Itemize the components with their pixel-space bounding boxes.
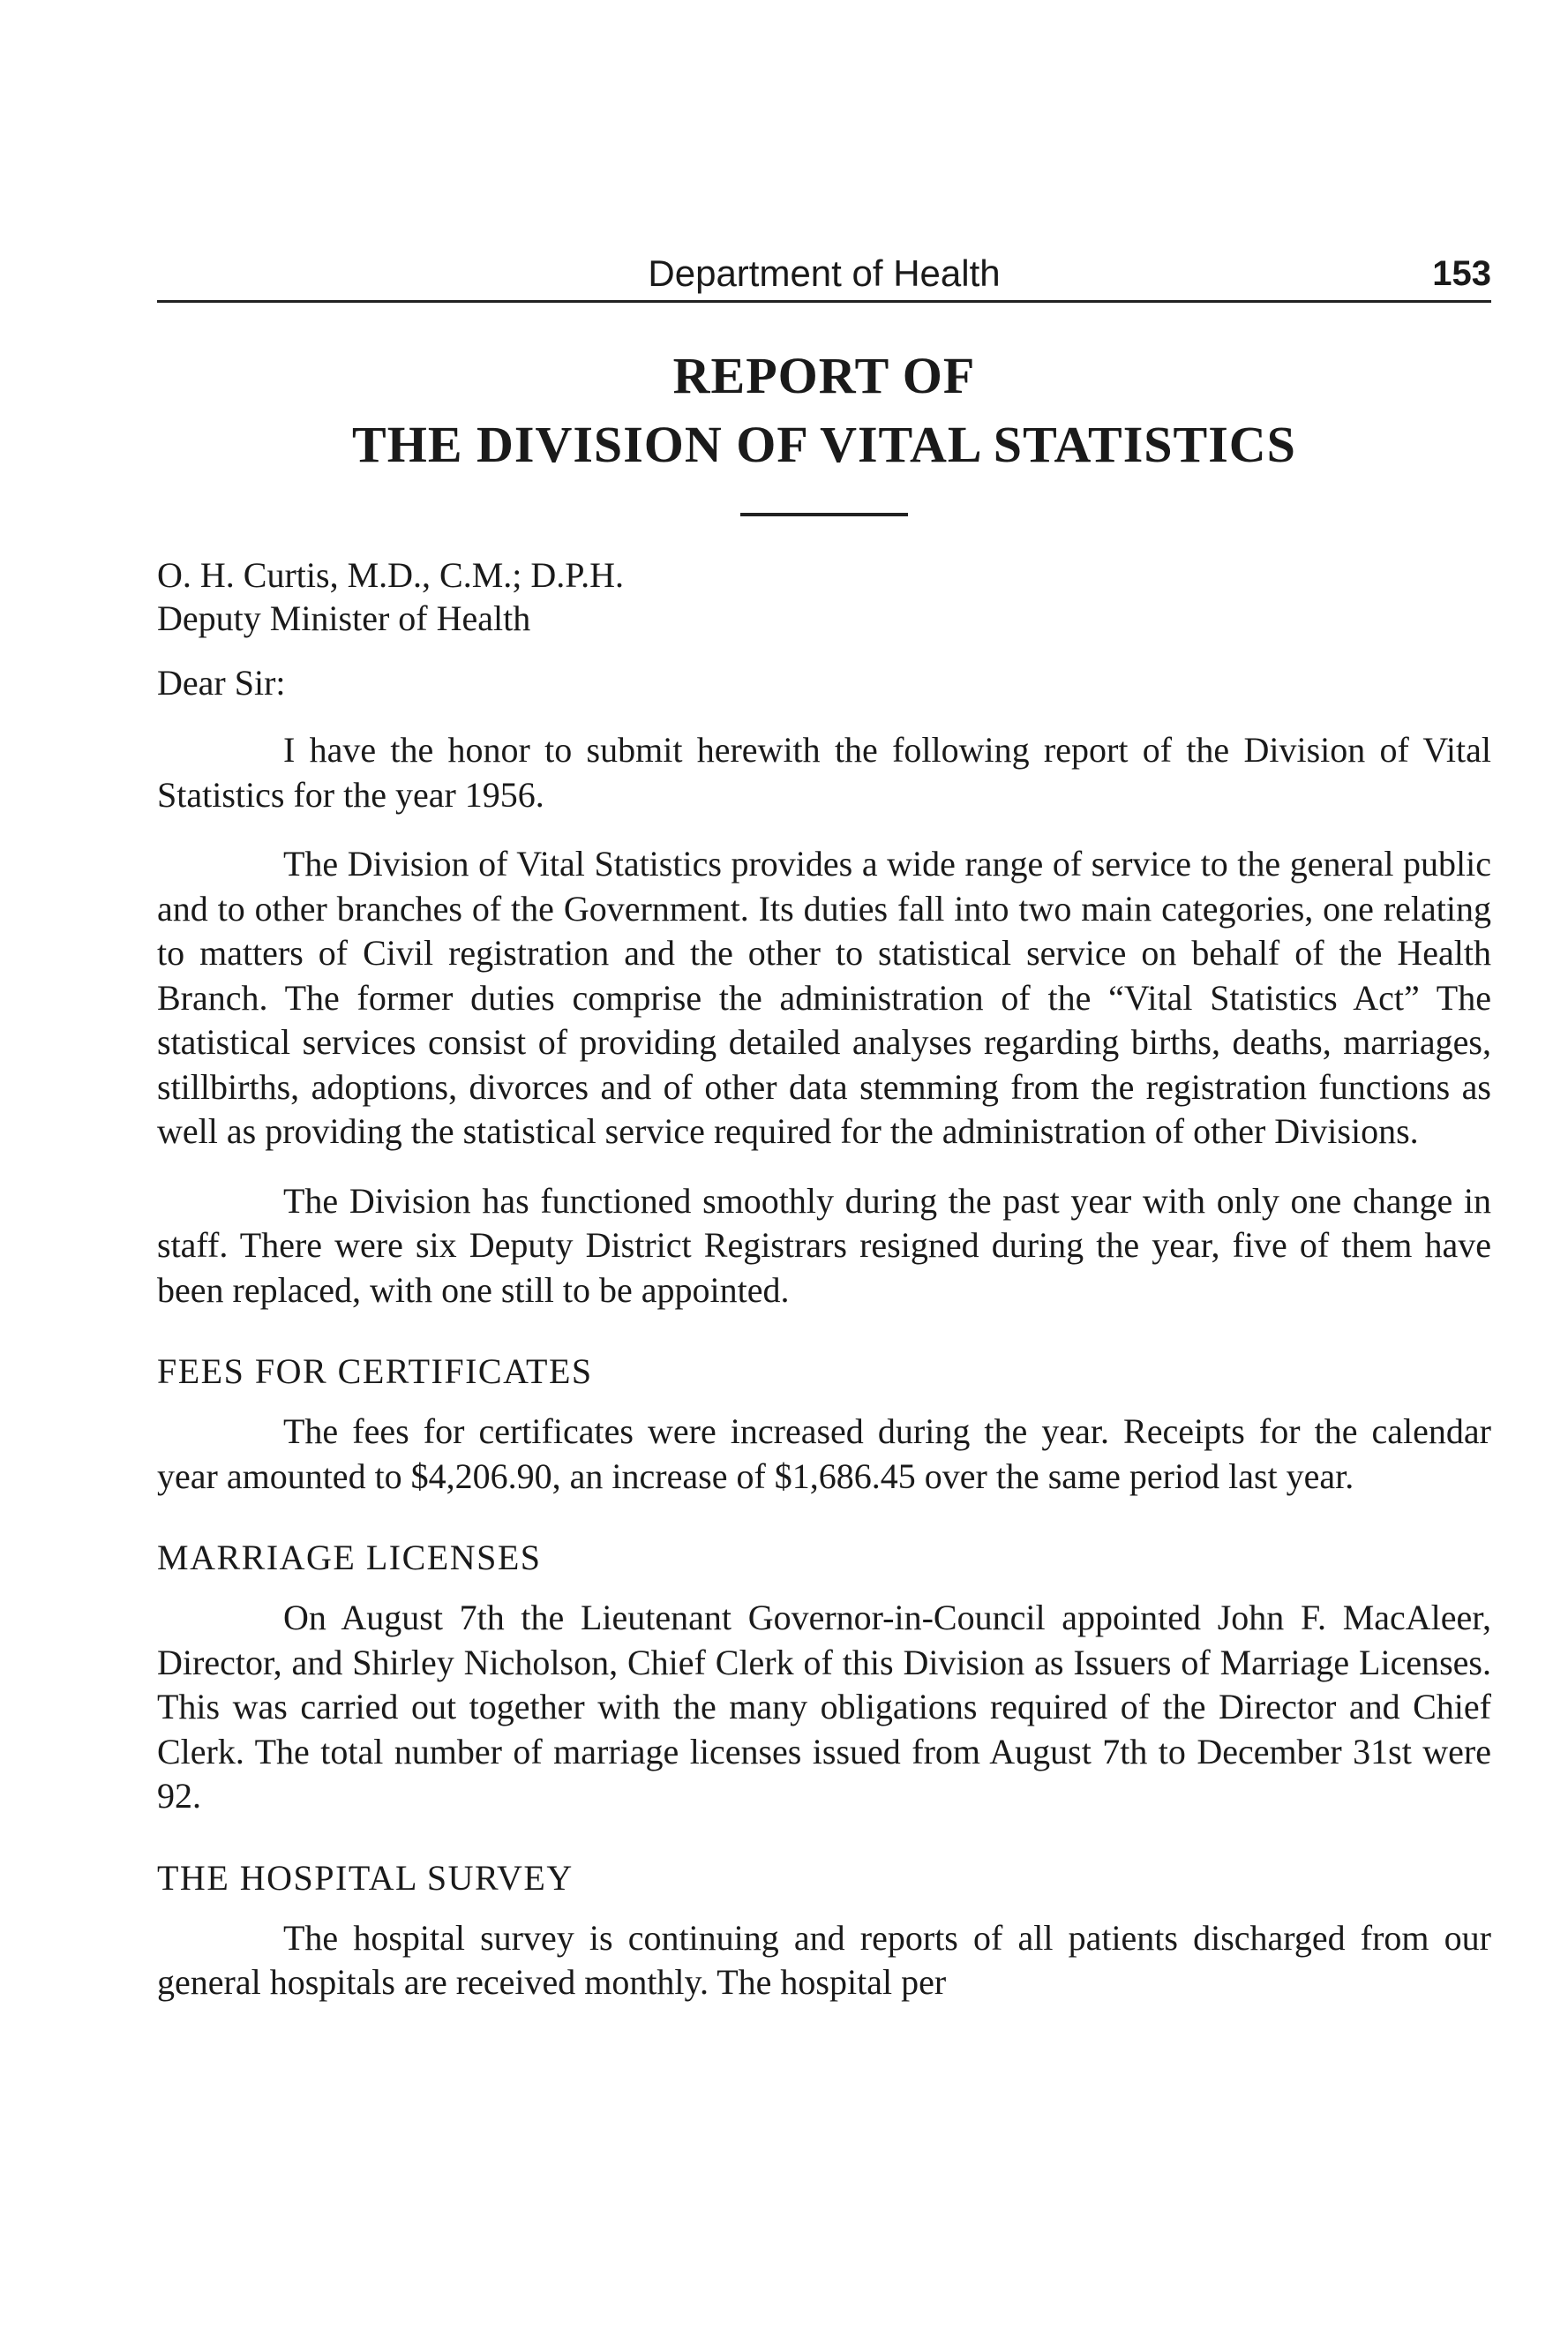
title-divider	[740, 513, 908, 516]
page-number: 153	[1432, 254, 1491, 293]
intro-paragraph: I have the honor to submit herewith the following report of the Division of Vital Statistics for the year 1956.	[157, 730, 1491, 815]
intro-paragraph: The Division of Vital Statistics provides a wide range of service to the general public and to other branches of the Government. Its duties fall into two main categories, one relating to matters of Civil registration and the other to statistical service on behalf of the Health Branch. The former duties comprise the administration of the “Vital Statistics Act” The statistical services consist of providing detailed analyses regarding births, deaths, marriages, stillbirths, adoptions, divorces and of other data stemming from the registration functions as well as providing the statistical service required for the administration of other Divisions.	[157, 844, 1491, 1151]
report-title	[157, 342, 1491, 479]
report-title-line-2: THE DIVISION OF VITAL STATISTICS	[352, 416, 1296, 473]
running-head-title: Department of Health	[648, 252, 1001, 294]
section-heading-hospital-survey: THE HOSPITAL SURVEY	[157, 1857, 574, 1898]
addressee-block	[157, 553, 1491, 640]
section-paragraph-hospital-survey: The hospital survey is continuing and reports of all patients discharged from our general hospitals are received monthly. The hospital per	[157, 1917, 1491, 2002]
report-title-line-1: REPORT OF	[672, 347, 976, 404]
section-paragraph-fees: The fees for certificates were increased during the year. Receipts for the calendar year amounted to $4,206.90, an increase of $1,686.45 over the same period last year.	[157, 1411, 1491, 1496]
section-heading-fees: FEES FOR CERTIFICATES	[157, 1351, 593, 1391]
section-heading-marriage-licenses: MARRIAGE LICENSES	[157, 1538, 542, 1577]
section-paragraph-marriage-licenses: On August 7th the Lieutenant Governor-in-Council appointed John F. MacAleer, Director, and Shirley Nicholson, Chief Clerk of this Division as Issuers of Marriage Licenses. This was carried out together with the many obligations required of the Director and Chief Clerk. The total number of marriage licenses issued from August 7th to December 31st were 92.	[157, 1598, 1491, 1816]
salutation: Dear Sir:	[157, 663, 286, 703]
addressee-position: Deputy Minister of Health	[157, 598, 531, 638]
intro-paragraph: The Division has functioned smoothly during the past year with only one change in staff. There were six Deputy District Registrars resigned during the year, five of them have been replaced, with one still to be appointed.	[157, 1180, 1491, 1310]
document-page	[157, 247, 1491, 2005]
running-head	[157, 247, 1491, 303]
addressee-name: O. H. Curtis, M.D., C.M.; D.P.H.	[157, 555, 624, 595]
